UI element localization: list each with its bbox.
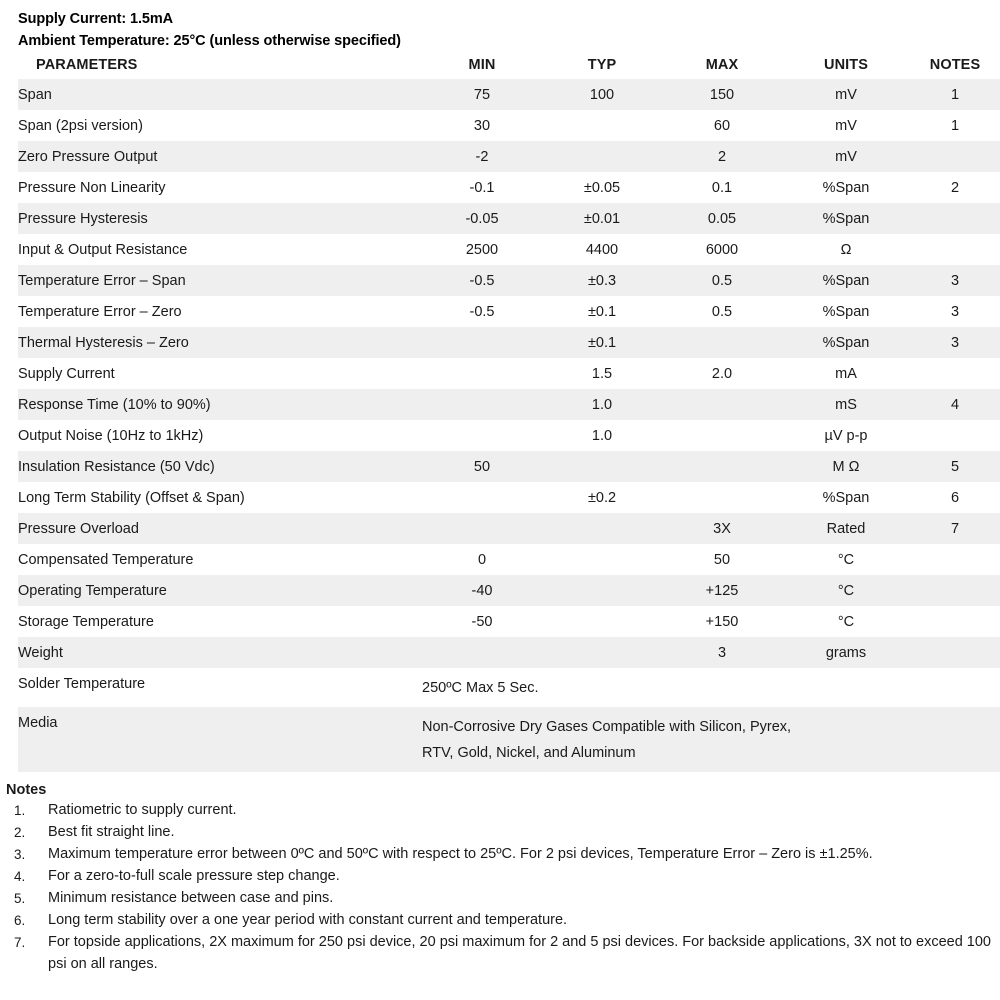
- cell-max: [662, 389, 782, 420]
- cell-typ: ±0.01: [542, 203, 662, 234]
- cell-typ: 1.5: [542, 358, 662, 389]
- cell-min: -0.5: [422, 265, 542, 296]
- cell-max: +125: [662, 575, 782, 606]
- cell-typ: 4400: [542, 234, 662, 265]
- cell-units: °C: [782, 606, 910, 637]
- cell-typ: ±0.3: [542, 265, 662, 296]
- cell-typ: ±0.1: [542, 296, 662, 327]
- cell-parameter: Temperature Error – Zero: [18, 296, 422, 327]
- cell-max: 60: [662, 110, 782, 141]
- cell-units: mV: [782, 141, 910, 172]
- cell-typ: [542, 513, 662, 544]
- cell-max: 0.05: [662, 203, 782, 234]
- cell-max: [662, 327, 782, 358]
- cell-min: -50: [422, 606, 542, 637]
- table-row: [18, 668, 1000, 707]
- cell-typ: ±0.2: [542, 482, 662, 513]
- note-number: 6.: [14, 913, 26, 928]
- cell-typ: 100: [542, 79, 662, 110]
- cell-min: 0: [422, 544, 542, 575]
- cell-units: Rated: [782, 513, 910, 544]
- cell-notes: [910, 575, 1000, 606]
- cell-min: [422, 513, 542, 544]
- cell-max: 6000: [662, 234, 782, 265]
- cell-max: 50: [662, 544, 782, 575]
- notes-title: Notes: [6, 782, 47, 798]
- note-number: 3.: [14, 847, 26, 862]
- note-number: 1.: [14, 803, 26, 818]
- cell-units: °C: [782, 544, 910, 575]
- cell-parameter: Output Noise (10Hz to 1kHz): [18, 420, 422, 451]
- table-row: [18, 327, 1000, 358]
- cell-min: -0.1: [422, 172, 542, 203]
- cell-parameter: Response Time (10% to 90%): [18, 389, 422, 420]
- cell-notes: [910, 544, 1000, 575]
- cell-min: [422, 482, 542, 513]
- cell-min: 50: [422, 451, 542, 482]
- cell-typ: [542, 544, 662, 575]
- cell-typ: 1.0: [542, 420, 662, 451]
- cell-min: [422, 327, 542, 358]
- table-header: [18, 52, 1000, 79]
- cell-typ: ±0.05: [542, 172, 662, 203]
- cell-min: -0.5: [422, 296, 542, 327]
- cell-units: mV: [782, 110, 910, 141]
- table-row: [18, 141, 1000, 172]
- cell-units: mV: [782, 79, 910, 110]
- cell-max: 0.5: [662, 265, 782, 296]
- cell-notes: 4: [910, 389, 1000, 420]
- cell-parameter: Temperature Error – Span: [18, 265, 422, 296]
- specifications-table-container: [18, 52, 1000, 772]
- cell-units: %Span: [782, 203, 910, 234]
- cell-typ: 1.0: [542, 389, 662, 420]
- cell-parameter: Thermal Hysteresis – Zero: [18, 327, 422, 358]
- table-row: [18, 265, 1000, 296]
- cell-typ: [542, 110, 662, 141]
- cell-max: 0.1: [662, 172, 782, 203]
- specifications-table: [18, 52, 1000, 772]
- cell-min: [422, 637, 542, 668]
- note-item: [6, 844, 1000, 866]
- cell-notes: 6: [910, 482, 1000, 513]
- cell-parameter: Long Term Stability (Offset & Span): [18, 482, 422, 513]
- table-row: [18, 203, 1000, 234]
- cell-parameter: Storage Temperature: [18, 606, 422, 637]
- cell-value-wide: [422, 707, 1000, 772]
- column-header-parameters: PARAMETERS: [18, 52, 422, 79]
- cell-units: °C: [782, 575, 910, 606]
- table-row: [18, 513, 1000, 544]
- cell-min: 30: [422, 110, 542, 141]
- cell-notes: [910, 420, 1000, 451]
- cell-parameter: Supply Current: [18, 358, 422, 389]
- notes-section: [0, 782, 1000, 975]
- cell-min: [422, 389, 542, 420]
- cell-typ: [542, 606, 662, 637]
- cell-min: [422, 358, 542, 389]
- cell-notes: 3: [910, 327, 1000, 358]
- cell-value-wide: [422, 668, 1000, 707]
- cell-notes: 7: [910, 513, 1000, 544]
- cell-units: mA: [782, 358, 910, 389]
- note-number: 4.: [14, 869, 26, 884]
- cell-notes: [910, 141, 1000, 172]
- cell-parameter: Zero Pressure Output: [18, 141, 422, 172]
- table-row: [18, 575, 1000, 606]
- table-body: [18, 79, 1000, 772]
- column-header-notes: NOTES: [910, 52, 1000, 79]
- table-row: [18, 358, 1000, 389]
- note-text: For topside applications, 2X maximum for 250 psi device, 20 psi maximum for 2 and 5 psi devices. For backside applications, 3X not to exceed 100 psi on all ranges.: [48, 934, 991, 972]
- cell-value-line: Non-Corrosive Dry Gases Compatible with Silicon, Pyrex,: [422, 718, 792, 735]
- cell-units: %Span: [782, 172, 910, 203]
- table-header-row: [18, 52, 1000, 79]
- cell-max: 2: [662, 141, 782, 172]
- cell-notes: [910, 234, 1000, 265]
- cell-parameter: Span (2psi version): [18, 110, 422, 141]
- ambient-temperature-condition: Ambient Temperature: 25°C (unless otherwise specified): [18, 33, 401, 49]
- note-item: [6, 910, 1000, 932]
- note-item: [6, 800, 1000, 822]
- cell-parameter: Solder Temperature: [18, 668, 422, 707]
- cell-notes: 1: [910, 79, 1000, 110]
- cell-min: 75: [422, 79, 542, 110]
- cell-units: Ω: [782, 234, 910, 265]
- column-header-units: UNITS: [782, 52, 910, 79]
- cell-max: 3: [662, 637, 782, 668]
- cell-max: [662, 451, 782, 482]
- cell-units: mS: [782, 389, 910, 420]
- cell-parameter: Operating Temperature: [18, 575, 422, 606]
- cell-units: %Span: [782, 327, 910, 358]
- table-row: [18, 707, 1000, 772]
- cell-parameter: Media: [18, 707, 422, 772]
- test-conditions: [0, 0, 1000, 52]
- cell-min: -40: [422, 575, 542, 606]
- cell-notes: [910, 358, 1000, 389]
- cell-min: -2: [422, 141, 542, 172]
- note-number: 5.: [14, 891, 26, 906]
- note-item: [6, 822, 1000, 844]
- cell-notes: [910, 203, 1000, 234]
- supply-current-condition: Supply Current: 1.5mA: [18, 11, 174, 27]
- cell-max: [662, 482, 782, 513]
- cell-value-line: RTV, Gold, Nickel, and Aluminum: [422, 744, 636, 761]
- cell-typ: ±0.1: [542, 327, 662, 358]
- table-row: [18, 420, 1000, 451]
- table-row: [18, 172, 1000, 203]
- cell-min: [422, 420, 542, 451]
- table-row: [18, 389, 1000, 420]
- note-text: For a zero-to-full scale pressure step change.: [48, 868, 340, 884]
- cell-value-line: 250ºC Max 5 Sec.: [422, 679, 539, 696]
- cell-notes: 3: [910, 296, 1000, 327]
- note-text: Best fit straight line.: [48, 824, 175, 840]
- column-header-max: MAX: [662, 52, 782, 79]
- note-number: 2.: [14, 825, 26, 840]
- cell-units: M Ω: [782, 451, 910, 482]
- cell-max: 150: [662, 79, 782, 110]
- cell-units: %Span: [782, 482, 910, 513]
- cell-parameter: Input & Output Resistance: [18, 234, 422, 265]
- cell-max: 3X: [662, 513, 782, 544]
- table-row: [18, 296, 1000, 327]
- cell-max: 0.5: [662, 296, 782, 327]
- cell-parameter: Pressure Hysteresis: [18, 203, 422, 234]
- note-text: Minimum resistance between case and pins.: [48, 890, 334, 906]
- note-text: Long term stability over a one year period with constant current and temperature.: [48, 912, 568, 928]
- cell-typ: [542, 575, 662, 606]
- cell-parameter: Weight: [18, 637, 422, 668]
- cell-max: +150: [662, 606, 782, 637]
- table-row: [18, 482, 1000, 513]
- cell-min: -0.05: [422, 203, 542, 234]
- cell-typ: [542, 637, 662, 668]
- cell-notes: 1: [910, 110, 1000, 141]
- cell-units: %Span: [782, 296, 910, 327]
- column-header-typ: TYP: [542, 52, 662, 79]
- note-number: 7.: [14, 935, 26, 950]
- cell-typ: [542, 141, 662, 172]
- cell-notes: 5: [910, 451, 1000, 482]
- cell-units: µV p-p: [782, 420, 910, 451]
- cell-parameter: Insulation Resistance (50 Vdc): [18, 451, 422, 482]
- table-row: [18, 637, 1000, 668]
- cell-parameter: Span: [18, 79, 422, 110]
- table-row: [18, 79, 1000, 110]
- cell-min: 2500: [422, 234, 542, 265]
- table-row: [18, 606, 1000, 637]
- cell-parameter: Pressure Overload: [18, 513, 422, 544]
- cell-notes: [910, 637, 1000, 668]
- cell-notes: 2: [910, 172, 1000, 203]
- table-row: [18, 234, 1000, 265]
- table-row: [18, 544, 1000, 575]
- column-header-min: MIN: [422, 52, 542, 79]
- cell-parameter: Pressure Non Linearity: [18, 172, 422, 203]
- note-item: [6, 888, 1000, 910]
- note-text: Ratiometric to supply current.: [48, 802, 237, 818]
- note-text: Maximum temperature error between 0ºC and 50ºC with respect to 25ºC. For 2 psi devices, Temperature Error – Zero is ±1.25%.: [48, 846, 873, 862]
- cell-max: 2.0: [662, 358, 782, 389]
- cell-units: %Span: [782, 265, 910, 296]
- table-row: [18, 451, 1000, 482]
- cell-notes: 3: [910, 265, 1000, 296]
- cell-units: grams: [782, 637, 910, 668]
- cell-notes: [910, 606, 1000, 637]
- table-row: [18, 110, 1000, 141]
- note-item: [6, 932, 1000, 975]
- note-item: [6, 866, 1000, 888]
- cell-parameter: Compensated Temperature: [18, 544, 422, 575]
- notes-list: [6, 800, 1000, 975]
- cell-typ: [542, 451, 662, 482]
- cell-max: [662, 420, 782, 451]
